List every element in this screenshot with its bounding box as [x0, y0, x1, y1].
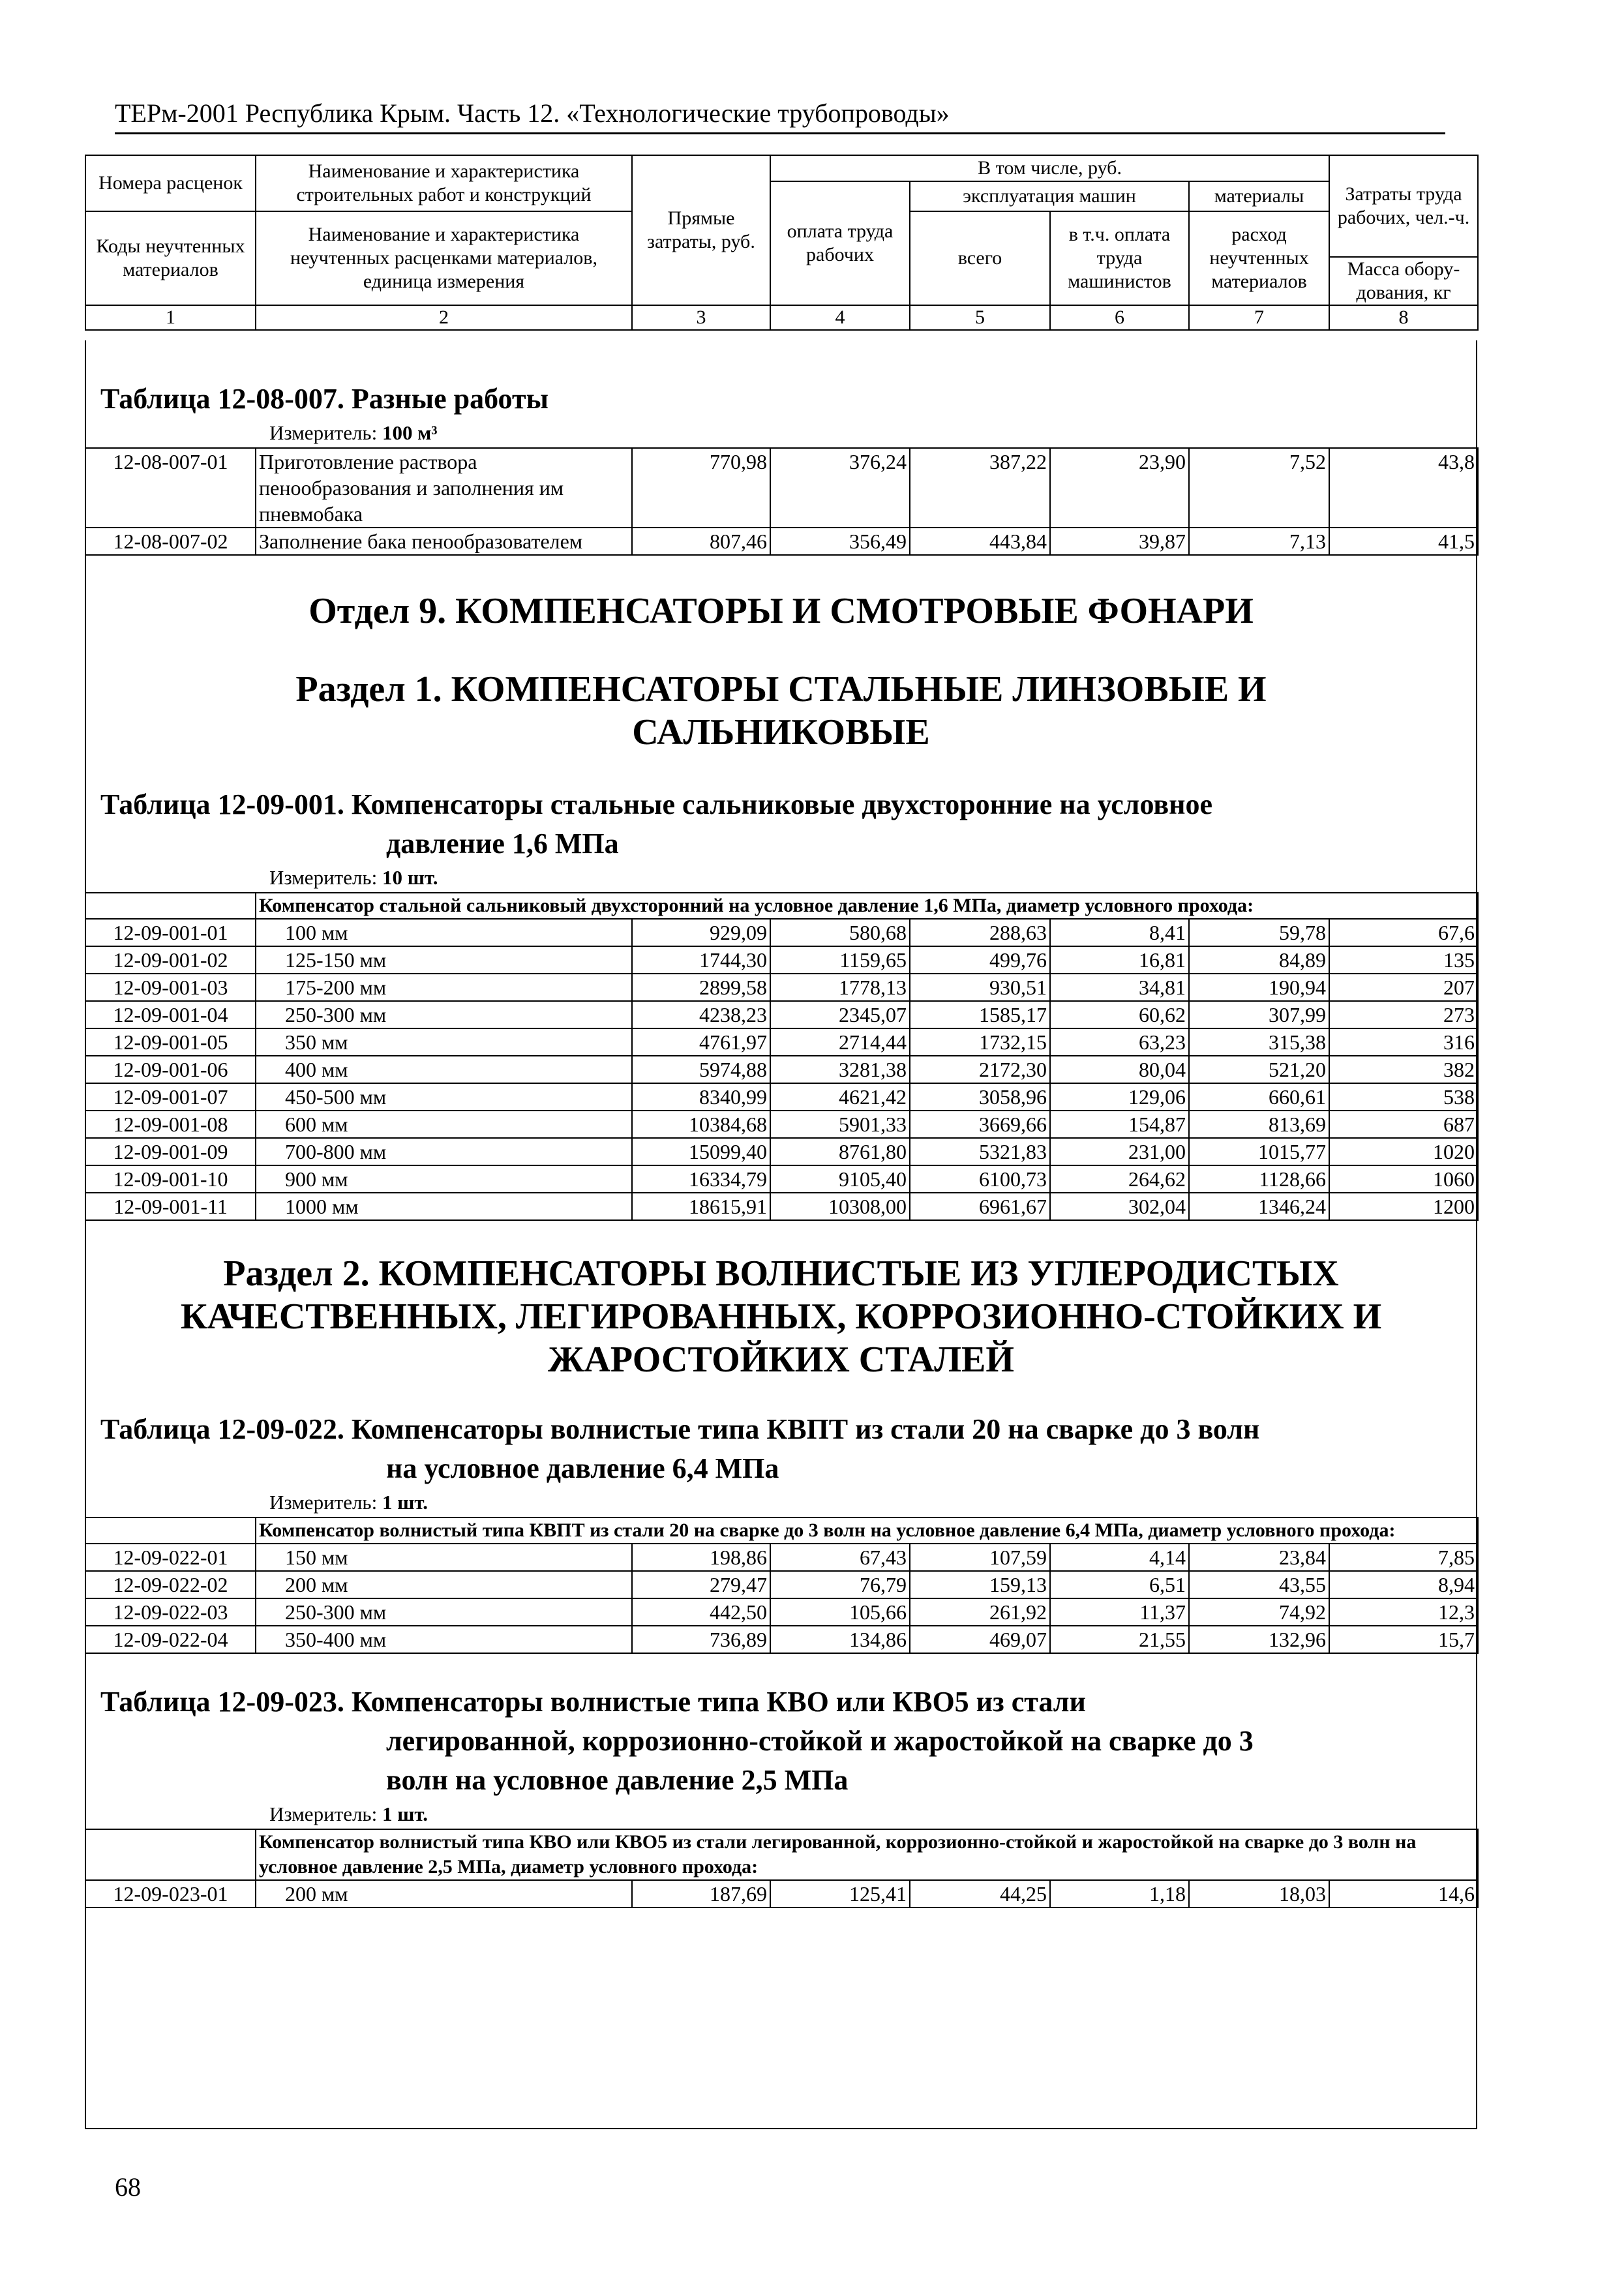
value-cell: 10384,68 [632, 1111, 770, 1138]
data-table-12-09-023 [85, 1829, 1479, 1908]
table-row [85, 1544, 1478, 1571]
value-cell: 23,84 [1189, 1544, 1329, 1571]
value-cell: 1778,13 [770, 974, 910, 1001]
value-cell: 356,49 [770, 528, 910, 555]
value-cell: 10308,00 [770, 1193, 910, 1220]
table-row [85, 1138, 1478, 1165]
value-cell: 264,62 [1050, 1165, 1189, 1193]
value-cell: 80,04 [1050, 1056, 1189, 1083]
value-cell: 1128,66 [1189, 1165, 1329, 1193]
table-row [85, 1028, 1478, 1056]
value-cell: 34,81 [1050, 974, 1189, 1001]
rate-code: 12-09-001-05 [85, 1028, 256, 1056]
value-cell: 1,18 [1050, 1880, 1189, 1908]
rate-code: 12-09-023-01 [85, 1880, 256, 1908]
table-row [85, 974, 1478, 1001]
table-meter: Измеритель: 1 шт. [269, 1491, 429, 1514]
table-title-line: Таблица 12-09-023. Компенсаторы волнистые типа КВО или КВО5 из стали [100, 1686, 1086, 1718]
value-cell: 442,50 [632, 1598, 770, 1626]
value-cell: 521,20 [1189, 1056, 1329, 1083]
value-cell: 736,89 [632, 1626, 770, 1653]
value-cell: 469,07 [910, 1626, 1050, 1653]
rate-code: 12-09-001-04 [85, 1001, 256, 1028]
value-cell: 8,94 [1329, 1571, 1478, 1598]
value-cell: 44,25 [910, 1880, 1050, 1908]
rate-name: 900 мм [256, 1165, 632, 1193]
rate-name: 150 мм [256, 1544, 632, 1571]
value-cell: 1060 [1329, 1165, 1478, 1193]
table-meter: Измеритель: 1 шт. [269, 1803, 429, 1825]
data-table-12-08-007 [85, 447, 1479, 556]
group-description: Компенсатор волнистый типа КВПТ из стали 20 на сварке до 3 волн на условное давление 6,4 МПа, диаметр условного прохода: [256, 1518, 1478, 1544]
value-cell: 387,22 [910, 448, 1050, 528]
rate-name: 350-400 мм [256, 1626, 632, 1653]
empty-cell [85, 1518, 256, 1544]
value-cell: 67,6 [1329, 919, 1478, 946]
section-heading-line: САЛЬНИКОВЫЕ [632, 712, 930, 753]
col1-header-top: Номера расценок [85, 155, 256, 211]
table-row [85, 1193, 1478, 1220]
rate-name: Заполнение бака пенообразователем [256, 528, 632, 555]
rate-code: 12-09-001-02 [85, 946, 256, 974]
rate-name: 600 мм [256, 1111, 632, 1138]
value-cell: 59,78 [1189, 919, 1329, 946]
value-cell: 1732,15 [910, 1028, 1050, 1056]
value-cell: 74,92 [1189, 1598, 1329, 1626]
value-cell: 8340,99 [632, 1083, 770, 1111]
value-cell: 1159,65 [770, 946, 910, 974]
data-table-12-09-022 [85, 1517, 1479, 1654]
table-row [85, 1880, 1478, 1908]
rate-name: 400 мм [256, 1056, 632, 1083]
rate-name: 200 мм [256, 1880, 632, 1908]
value-cell: 132,96 [1189, 1626, 1329, 1653]
rate-code: 12-09-022-04 [85, 1626, 256, 1653]
value-cell: 273 [1329, 1001, 1478, 1028]
col8-header-top: Затраты труда рабочих, чел.-ч. [1329, 155, 1478, 257]
table-row [85, 1056, 1478, 1083]
value-cell: 2899,58 [632, 974, 770, 1001]
value-cell: 231,00 [1050, 1138, 1189, 1165]
value-cell: 190,94 [1189, 974, 1329, 1001]
value-cell: 84,89 [1189, 946, 1329, 974]
table-row [85, 1083, 1478, 1111]
value-cell: 18615,91 [632, 1193, 770, 1220]
col6-header: в т.ч. оплата труда машинистов [1050, 211, 1189, 305]
rate-name: 250-300 мм [256, 1598, 632, 1626]
value-cell: 134,86 [770, 1626, 910, 1653]
table-title-line: волн на условное давление 2,5 МПа [386, 1764, 849, 1796]
rate-name: 175-200 мм [256, 974, 632, 1001]
value-cell: 4,14 [1050, 1544, 1189, 1571]
value-cell: 580,68 [770, 919, 910, 946]
value-cell: 4761,97 [632, 1028, 770, 1056]
rate-code: 12-09-022-03 [85, 1598, 256, 1626]
value-cell: 2172,30 [910, 1056, 1050, 1083]
rate-name: 1000 мм [256, 1193, 632, 1220]
value-cell: 7,13 [1189, 528, 1329, 555]
header-divider [115, 132, 1445, 134]
value-cell: 67,43 [770, 1544, 910, 1571]
rate-code: 12-09-001-10 [85, 1165, 256, 1193]
rate-code: 12-09-001-06 [85, 1056, 256, 1083]
col2-header-bottom: Наименование и характеристика неучтенных расценками материалов, единица измерения [256, 211, 632, 305]
materials-header: материалы [1189, 181, 1329, 211]
rate-code: 12-08-007-02 [85, 528, 256, 555]
department-heading: Отдел 9. КОМПЕНСАТОРЫ И СМОТРОВЫЕ ФОНАРИ [308, 591, 1254, 631]
col3-header: Прямые затраты, руб. [632, 155, 770, 305]
table-row [85, 1626, 1478, 1653]
rate-name: 250-300 мм [256, 1001, 632, 1028]
value-cell: 1200 [1329, 1193, 1478, 1220]
value-cell: 1015,77 [1189, 1138, 1329, 1165]
section-heading-line: Раздел 1. КОМПЕНСАТОРЫ СТАЛЬНЫЕ ЛИНЗОВЫЕ И [295, 669, 1267, 710]
rate-code: 12-09-022-02 [85, 1571, 256, 1598]
value-cell: 8761,80 [770, 1138, 910, 1165]
value-cell: 39,87 [1050, 528, 1189, 555]
value-cell: 2714,44 [770, 1028, 910, 1056]
rate-code: 12-09-001-11 [85, 1193, 256, 1220]
value-cell: 3669,66 [910, 1111, 1050, 1138]
table-row [85, 919, 1478, 946]
value-cell: 129,06 [1050, 1083, 1189, 1111]
value-cell: 499,76 [910, 946, 1050, 974]
value-cell: 187,69 [632, 1880, 770, 1908]
rate-code: 12-09-001-03 [85, 974, 256, 1001]
table-row [85, 448, 1478, 528]
value-cell: 11,37 [1050, 1598, 1189, 1626]
column-number: 5 [910, 305, 1050, 330]
column-number: 6 [1050, 305, 1189, 330]
document-content [85, 340, 1477, 1908]
table-title-line: давление 1,6 МПа [386, 828, 619, 860]
rate-name: 100 мм [256, 919, 632, 946]
table-title-line: легированной, коррозионно-стойкой и жаростойкой на сварке до 3 [386, 1725, 1254, 1757]
value-cell: 382 [1329, 1056, 1478, 1083]
value-cell: 660,61 [1189, 1083, 1329, 1111]
group-row [85, 1518, 1478, 1544]
table-meter: Измеритель: 100 м³ [269, 421, 438, 444]
value-cell: 261,92 [910, 1598, 1050, 1626]
machines-header: эксплуатация машин [910, 181, 1189, 211]
value-cell: 7,52 [1189, 448, 1329, 528]
page-number: 68 [115, 2172, 141, 2202]
value-cell: 8,41 [1050, 919, 1189, 946]
column-number: 7 [1189, 305, 1329, 330]
value-cell: 1346,24 [1189, 1193, 1329, 1220]
value-cell: 307,99 [1189, 1001, 1329, 1028]
col1-header-bottom: Коды неучтенных материалов [85, 211, 256, 305]
value-cell: 76,79 [770, 1571, 910, 1598]
value-cell: 16334,79 [632, 1165, 770, 1193]
section-heading-line: Раздел 2. КОМПЕНСАТОРЫ ВОЛНИСТЫЕ ИЗ УГЛЕРОДИСТЫХ [223, 1253, 1339, 1294]
table-meter: Измеритель: 10 шт. [269, 866, 438, 889]
value-cell: 125,41 [770, 1880, 910, 1908]
table-row [85, 1165, 1478, 1193]
value-cell: 316 [1329, 1028, 1478, 1056]
value-cell: 12,3 [1329, 1598, 1478, 1626]
table-row [85, 528, 1478, 555]
value-cell: 41,5 [1329, 528, 1478, 555]
value-cell: 687 [1329, 1111, 1478, 1138]
value-cell: 3281,38 [770, 1056, 910, 1083]
col5-header: всего [910, 211, 1050, 305]
section-heading-line: КАЧЕСТВЕННЫХ, ЛЕГИРОВАННЫХ, КОРРОЗИОННО-СТОЙКИХ И [180, 1296, 1382, 1337]
value-cell: 5321,83 [910, 1138, 1050, 1165]
value-cell: 6,51 [1050, 1571, 1189, 1598]
group-row [85, 893, 1478, 919]
data-table-12-09-001 [85, 892, 1479, 1221]
table-row [85, 1571, 1478, 1598]
value-cell: 60,62 [1050, 1001, 1189, 1028]
value-cell: 21,55 [1050, 1626, 1189, 1653]
col8-header-bottom: Масса обору-дования, кг [1329, 257, 1478, 305]
value-cell: 4621,42 [770, 1083, 910, 1111]
group-description: Компенсатор стальной сальниковый двухсторонний на условное давление 1,6 МПа, диаметр условного прохода: [256, 893, 1478, 919]
value-cell: 198,86 [632, 1544, 770, 1571]
rate-code: 12-08-007-01 [85, 448, 256, 528]
column-header-table [85, 155, 1479, 331]
value-cell: 2345,07 [770, 1001, 910, 1028]
value-cell: 288,63 [910, 919, 1050, 946]
value-cell: 18,03 [1189, 1880, 1329, 1908]
page-header-title: ТЕРм-2001 Республика Крым. Часть 12. «Технологические трубопроводы» [115, 98, 950, 128]
value-cell: 16,81 [1050, 946, 1189, 974]
table-title: Таблица 12-08-007. Разные работы [100, 383, 549, 415]
rate-name: Приготовление раствора пенообразования и заполнения им пневмобака [256, 448, 632, 528]
col7-header: расход неучтенных материалов [1189, 211, 1329, 305]
rate-name: 350 мм [256, 1028, 632, 1056]
column-number: 2 [256, 305, 632, 330]
value-cell: 43,8 [1329, 448, 1478, 528]
value-cell: 6100,73 [910, 1165, 1050, 1193]
value-cell: 1744,30 [632, 946, 770, 974]
value-cell: 15099,40 [632, 1138, 770, 1165]
rate-code: 12-09-001-09 [85, 1138, 256, 1165]
value-cell: 1585,17 [910, 1001, 1050, 1028]
value-cell: 43,55 [1189, 1571, 1329, 1598]
value-cell: 5901,33 [770, 1111, 910, 1138]
value-cell: 3058,96 [910, 1083, 1050, 1111]
value-cell: 315,38 [1189, 1028, 1329, 1056]
value-cell: 813,69 [1189, 1111, 1329, 1138]
incl-header: В том числе, руб. [770, 155, 1329, 181]
table-row [85, 1598, 1478, 1626]
rate-name: 125-150 мм [256, 946, 632, 974]
rate-code: 12-09-001-07 [85, 1083, 256, 1111]
empty-cell [85, 893, 256, 919]
value-cell: 207 [1329, 974, 1478, 1001]
table-row [85, 946, 1478, 974]
rate-code: 12-09-001-01 [85, 919, 256, 946]
column-number: 4 [770, 305, 910, 330]
value-cell: 107,59 [910, 1544, 1050, 1571]
col4-header: оплата труда рабочих [770, 181, 910, 305]
table-title-line: Таблица 12-09-022. Компенсаторы волнистые типа КВПТ из стали 20 на сварке до 3 волн [100, 1413, 1260, 1445]
column-number: 1 [85, 305, 256, 330]
value-cell: 302,04 [1050, 1193, 1189, 1220]
value-cell: 538 [1329, 1083, 1478, 1111]
column-number: 8 [1329, 305, 1478, 330]
value-cell: 930,51 [910, 974, 1050, 1001]
table-title-line: Таблица 12-09-001. Компенсаторы стальные сальниковые двухсторонние на условное [100, 788, 1213, 820]
rate-code: 12-09-001-08 [85, 1111, 256, 1138]
value-cell: 63,23 [1050, 1028, 1189, 1056]
value-cell: 1020 [1329, 1138, 1478, 1165]
value-cell: 159,13 [910, 1571, 1050, 1598]
value-cell: 9105,40 [770, 1165, 910, 1193]
value-cell: 135 [1329, 946, 1478, 974]
group-row [85, 1829, 1478, 1880]
column-number: 3 [632, 305, 770, 330]
value-cell: 5974,88 [632, 1056, 770, 1083]
rate-name: 200 мм [256, 1571, 632, 1598]
value-cell: 443,84 [910, 528, 1050, 555]
column-number-row [85, 305, 1478, 330]
value-cell: 4238,23 [632, 1001, 770, 1028]
table-title-line: на условное давление 6,4 МПа [386, 1452, 779, 1484]
table-row [85, 1111, 1478, 1138]
section-heading-line: ЖАРОСТОЙКИХ СТАЛЕЙ [548, 1339, 1014, 1380]
col2-header-top: Наименование и характеристика строительных работ и конструкций [256, 155, 632, 211]
value-cell: 279,47 [632, 1571, 770, 1598]
value-cell: 154,87 [1050, 1111, 1189, 1138]
value-cell: 7,85 [1329, 1544, 1478, 1571]
value-cell: 807,46 [632, 528, 770, 555]
value-cell: 770,98 [632, 448, 770, 528]
value-cell: 14,6 [1329, 1880, 1478, 1908]
table-row [85, 1001, 1478, 1028]
value-cell: 15,7 [1329, 1626, 1478, 1653]
value-cell: 105,66 [770, 1598, 910, 1626]
value-cell: 376,24 [770, 448, 910, 528]
rate-code: 12-09-022-01 [85, 1544, 256, 1571]
empty-cell [85, 1829, 256, 1880]
value-cell: 6961,67 [910, 1193, 1050, 1220]
rate-name: 700-800 мм [256, 1138, 632, 1165]
group-description: Компенсатор волнистый типа КВО или КВО5 из стали легированной, коррозионно-стойкой и жаростойкой на сварке до 3 волн на условное давление 2,5 МПа, диаметр условного прохода: [256, 1829, 1478, 1880]
value-cell: 929,09 [632, 919, 770, 946]
rate-name: 450-500 мм [256, 1083, 632, 1111]
value-cell: 23,90 [1050, 448, 1189, 528]
